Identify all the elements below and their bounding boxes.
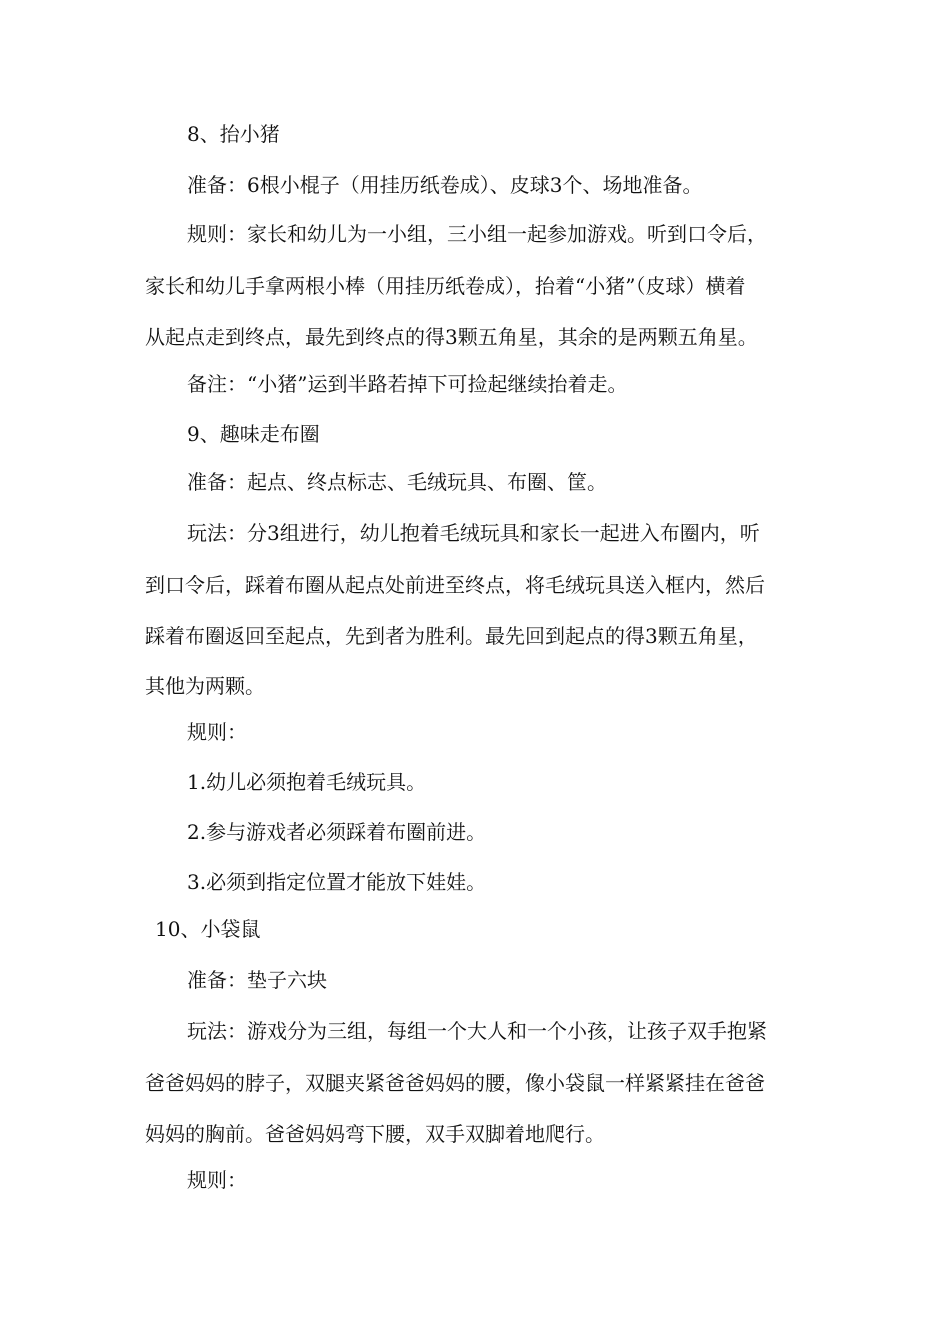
section-8-rules-line-3: 从起点走到终点，最先到终点的得3颗五角星，其余的是两颗五角星。 [145, 325, 758, 349]
section-10-prep: 准备：垫子六块 [187, 968, 327, 992]
section-9-rules-label: 规则： [187, 720, 247, 744]
section-8-heading: 8、抬小猪 [187, 122, 280, 146]
section-9-rule-1: 1.幼儿必须抱着毛绒玩具。 [187, 770, 427, 794]
section-9-play-line-3: 踩着布圈返回至起点，先到者为胜利。最先回到起点的得3颗五角星， [145, 624, 758, 648]
section-9-play-line-2: 到口令后，踩着布圈从起点处前进至终点，将毛绒玩具送入框内，然后 [145, 573, 765, 597]
section-9-rule-3: 3.必须到指定位置才能放下娃娃。 [187, 870, 487, 894]
section-10-play-line-3: 妈妈的胸前。爸爸妈妈弯下腰，双手双脚着地爬行。 [145, 1122, 605, 1146]
section-9-play-line-1: 玩法：分3组进行，幼儿抱着毛绒玩具和家长一起进入布圈内，听 [187, 521, 760, 545]
section-8-note: 备注：“小猪”运到半路若掉下可捡起继续抬着走。 [187, 372, 628, 396]
section-10-rules-label: 规则： [187, 1168, 247, 1192]
section-8-rules-line-2: 家长和幼儿手拿两根小棒（用挂历纸卷成），抬着“小猪”（皮球）横着 [145, 274, 746, 298]
section-9-heading: 9、趣味走布圈 [187, 422, 320, 446]
section-10-heading: 10、小袋鼠 [155, 917, 261, 941]
section-9-rule-2: 2.参与游戏者必须踩着布圈前进。 [187, 820, 487, 844]
section-8-prep: 准备：6根小棍子（用挂历纸卷成）、皮球3个、场地准备。 [187, 173, 703, 197]
section-9-play-line-4: 其他为两颗。 [145, 674, 265, 698]
section-10-play-line-1: 玩法：游戏分为三组，每组一个大人和一个小孩，让孩子双手抱紧 [187, 1019, 767, 1043]
section-10-play-line-2: 爸爸妈妈的脖子，双腿夹紧爸爸妈妈的腰，像小袋鼠一样紧紧挂在爸爸 [145, 1071, 765, 1095]
section-9-prep: 准备：起点、终点标志、毛绒玩具、布圈、筐。 [187, 470, 607, 494]
section-8-rules-line-1: 规则：家长和幼儿为一小组，三小组一起参加游戏。听到口令后， [187, 222, 767, 246]
